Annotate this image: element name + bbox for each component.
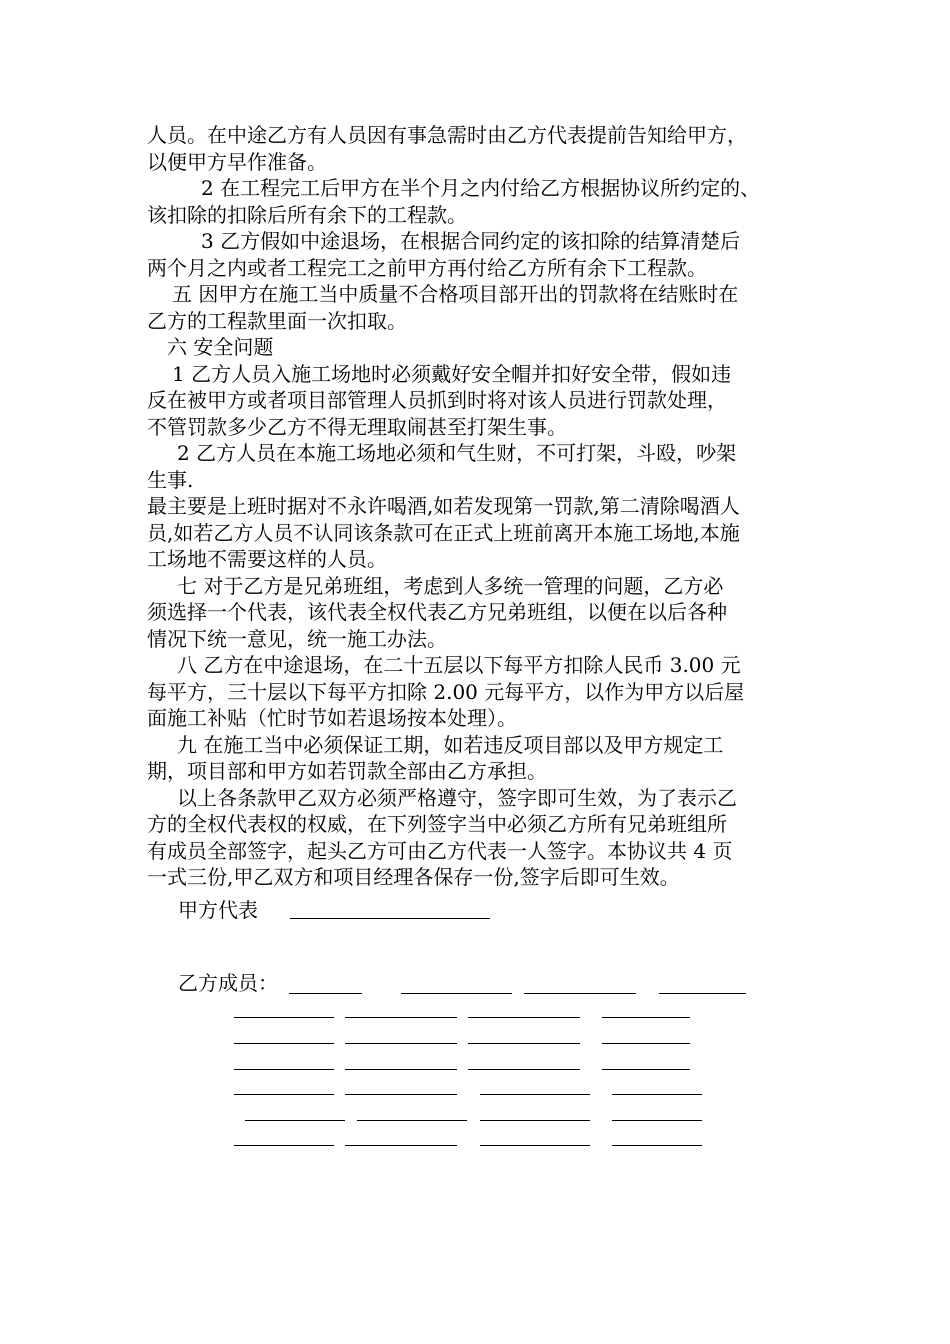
party-b-signature-line [345, 1017, 457, 1018]
party-b-signature-line [524, 993, 636, 994]
body-line: 该扣除的扣除后所有余下的工程款。 [147, 202, 467, 227]
body-line: 情况下统一意见，统一施工办法。 [147, 626, 447, 651]
party-b-signature-line [659, 993, 746, 994]
party-b-signature-line [345, 1145, 457, 1146]
body-line: 以上各条款甲乙双方必须严格遵守，签字即可生效，为了表示乙 [177, 785, 737, 810]
party-b-signature-line [468, 1043, 580, 1044]
party-b-signature-line [234, 1069, 334, 1070]
party-b-members-label: 乙方成员： [178, 971, 278, 995]
party-b-signature-line [480, 1120, 590, 1121]
party-a-representative-label: 甲方代表 [178, 898, 258, 922]
body-line: 有成员全部签字，起头乙方可由乙方代表一人签字。本协议共 4 页 [147, 838, 733, 863]
body-line: 以便甲方早作准备。 [147, 149, 327, 174]
body-line: 最主要是上班时据对不永许喝酒,如若发现第一罚款,第二清除喝酒人 [147, 494, 740, 518]
body-line: 期，项目部和甲方如若罚款全部由乙方承担。 [147, 759, 547, 783]
party-b-signature-line [345, 1043, 457, 1044]
party-b-signature-line [612, 1094, 702, 1095]
body-line: 乙方的工程款里面一次扣取。 [147, 308, 407, 333]
party-b-signature-line [401, 993, 512, 994]
party-b-signature-line [602, 1069, 690, 1070]
body-line: 人员。在中途乙方有人员因有事急需时由乙方代表提前告知给甲方， [147, 123, 747, 147]
body-line: 一式三份,甲乙双方和项目经理各保存一份,签字后即可生效。 [147, 865, 680, 889]
body-line: 1 乙方人员入施工场地时必须戴好安全帽并扣好安全带，假如违 [172, 361, 732, 386]
body-line: 2 乙方人员在本施工场地必须和气生财，不可打架，斗殴，吵架 [177, 441, 737, 465]
body-line: 方的全权代表权的权威，在下列签字当中必须乙方所有兄弟班组所 [147, 812, 727, 836]
body-line: 2 在工程完工后甲方在半个月之内付给乙方根据协议所约定的、 [201, 176, 761, 200]
body-line: 不管罚款多少乙方不得无理取闹甚至打架生事。 [147, 414, 567, 439]
party-b-signature-line [602, 1017, 690, 1018]
party-b-signature-line [602, 1043, 690, 1044]
party-b-signature-line [468, 1069, 580, 1070]
party-b-signature-line [234, 1043, 334, 1044]
body-line: 须选择一个代表，该代表全权代表乙方兄弟班组，以便在以后各种 [147, 600, 727, 624]
party-b-signature-line [345, 1069, 457, 1070]
party-b-signature-line [357, 1120, 467, 1121]
body-line: 反在被甲方或者项目部管理人员抓到时将对该人员进行罚款处理， [147, 388, 727, 412]
party-b-signature-line [245, 1120, 345, 1121]
body-line: 3 乙方假如中途退场，在根据合同约定的该扣除的结算清楚后 [201, 229, 741, 253]
party-b-signature-line [480, 1094, 590, 1095]
party-b-signature-line [480, 1145, 590, 1146]
body-line: 生事. [147, 467, 194, 492]
body-line: 八 乙方在中途退场，在二十五层以下每平方扣除人民币 3.00 元 [177, 653, 741, 677]
body-line: 员,如若乙方人员不认同该条款可在正式上班前离开本施工场地,本施 [147, 520, 740, 545]
party-b-signature-line [234, 1094, 334, 1095]
body-line: 面施工补贴（忙时节如若退场按本处理）。 [147, 706, 517, 730]
body-line: 九 在施工当中必须保证工期，如若违反项目部以及甲方规定工 [177, 732, 724, 757]
party-b-signature-line [234, 1145, 334, 1146]
body-line: 两个月之内或者工程完工之前甲方再付给乙方所有余下工程款。 [147, 255, 707, 280]
party-a-signature-line [290, 918, 490, 919]
party-b-signature-line [345, 1094, 457, 1095]
body-line: 五 因甲方在施工当中质量不合格项目部开出的罚款将在结账时在 [172, 282, 739, 306]
body-line: 每平方，三十层以下每平方扣除 2.00 元每平方，以作为甲方以后屋 [147, 679, 745, 704]
party-b-signature-line [468, 1017, 580, 1018]
party-b-signature-line [234, 1017, 334, 1018]
body-line: 工场地不需要这样的人员。 [147, 547, 387, 571]
party-b-signature-line [612, 1145, 702, 1146]
agreement-body-text [147, 122, 827, 891]
body-line: 六 安全问题 [167, 335, 274, 359]
party-b-signature-line [612, 1120, 702, 1121]
body-line: 七 对于乙方是兄弟班组，考虑到人多统一管理的问题，乙方必 [177, 573, 724, 598]
party-b-signature-line [289, 993, 362, 994]
